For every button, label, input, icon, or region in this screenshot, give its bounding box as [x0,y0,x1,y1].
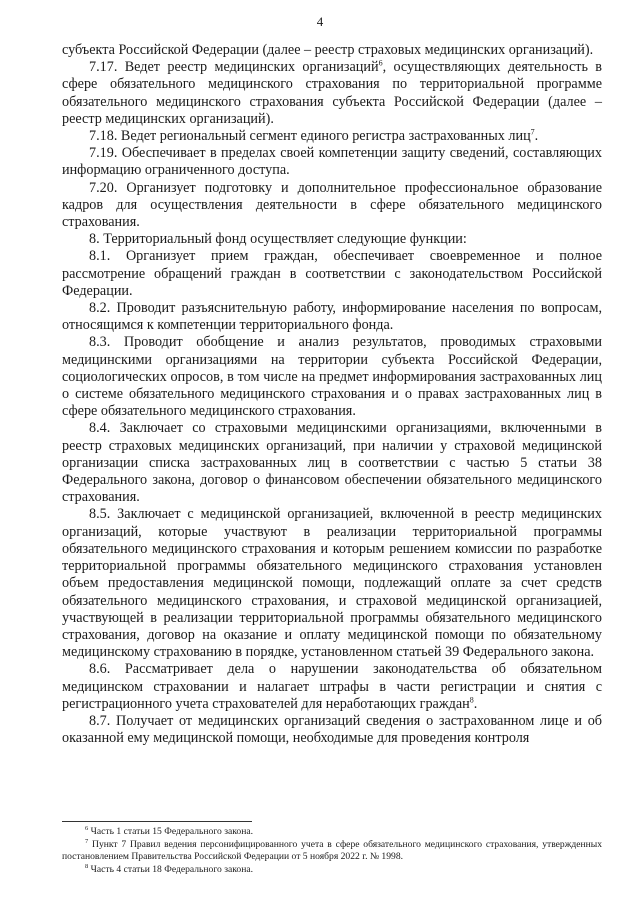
footnote [62,826,602,839]
paragraph-7-20 [62,180,602,232]
paragraph-text: . [534,128,539,145]
paragraph-text: 7.19. Обеспечивает в пределах своей компетенции защиту сведений, составляющих информацию ограниченного доступа. [62,145,602,179]
paragraph-8-3 [62,334,602,420]
paragraph-text: , осуществляющих деятельность в сфере обязательного медицинского страхования по территориальной программе обязательного медицинского страхования субъекта Российской Федерации (далее – реестр медицинских организаций). [62,59,602,127]
paragraph-text: 8.1. Организует прием граждан, обеспечивает своевременное и полное рассмотрение обращений граждан в соответствии с законодательством Российской Федерации. [62,248,602,299]
paragraph-text: 8.6. Рассматривает дела о нарушении законодательства об обязательном медицинском страховании и налагает штрафы в части регистрации и снятия с регистрационного учета страхователей для неработающих граждан [62,661,602,712]
paragraph-7-17 [62,59,602,128]
paragraph [62,42,602,59]
paragraph-text: 8. Территориальный фонд осуществляет следующие функции: [89,231,467,248]
paragraph-8-7 [62,713,602,747]
paragraph-8-1 [62,248,602,300]
paragraph-text: 7.18. Ведет региональный сегмент единого регистра застрахованных лиц [89,128,531,145]
paragraph-text: . [473,695,478,712]
footnote-text: Часть 1 статьи 15 Федерального закона. [90,826,254,837]
paragraph-text: 8.5. Заключает с медицинской организацией, включенной в реестр медицинских организаций, которые участвуют в реализации территориальной программы обязательного медицинского страхования и которым решением комиссии по разработке территориальной программы обязательного медицинского страхования установлен объем предоставления медицинской помощи, подлежащий оплате за счет средств обязательного медицинского страхования, и страховой медицинской организацией, участвующей в реализации территориальной программы обязательного медицинского страхования, договор на оказание и оплату медицинской помощи по обязательному медицинскому страхованию в порядке, установленном статьей 39 Федерального закона. [62,506,602,661]
page-number: 4 [316,14,324,29]
paragraph-8-2 [62,300,602,334]
footnote [62,839,602,864]
paragraph-text: 7.20. Организует подготовку и дополнительное профессиональное образование кадров для осуществления деятельности в сфере обязательного медицинского страхования. [62,179,602,231]
footnote-ref: 8 [469,694,474,704]
paragraph-text: 8.7. Получает от медицинских организаций сведения о застрахованном лице и об оказанной ему медицинской помощи, необходимые для проведения контроля [62,712,602,747]
footnote-number: 6 [85,824,89,832]
footnote-text: Часть 4 статьи 18 Федерального закона. [90,863,254,875]
footnote-number: 8 [85,862,89,870]
footnote-number: 7 [85,837,89,845]
footnote-separator [62,821,252,822]
paragraph-text: 8.4. Заключает со страховыми медицинскими организациями, включенными в реестр страховых медицинских организаций, при наличии у страховой медицинской организации списка застрахованных лиц в соответствии с частью 5 статьи 38 Федерального закона, договор о финансовом обеспечении обязательного медицинского страхования. [62,420,602,506]
paragraph-8-4 [62,420,602,506]
footnote-ref: 7 [530,127,535,137]
paragraph-8 [62,231,602,248]
footnote-text: Пункт 7 Правил ведения персонифицированного учета в сфере обязательного медицинского страхования, утвержденных постановлением Правительства Российской Федерации от 5 ноября 2022 г. № 1998. [62,838,603,863]
footnote [62,864,602,877]
paragraph-8-5 [62,506,602,661]
footnotes [62,826,602,876]
footnote-ref: 6 [378,58,383,68]
paragraph-text: 7.17. Ведет реестр медицинских организаций [89,59,379,76]
paragraph-text: 8.2. Проводит разъяснительную работу, информирование населения по вопросам, относящимся к компетенции территориального фонда. [62,300,602,334]
paragraph-text: субъекта Российской Федерации (далее – реестр страховых медицинских организаций). [62,42,594,58]
body-text [62,42,602,747]
paragraph-8-6 [62,661,602,713]
paragraph-text: 8.3. Проводит обобщение и анализ результатов, проводимых страховыми медицинскими организациями на территории субъекта Российской Федерации, социологических опросов, в том числе на предмет информирования застрахованных лиц о системе обязательного медицинского страхования и о правах застрахованных лиц в сфере обязательного медицинского страхования. [62,334,602,420]
paragraph-7-19 [62,145,602,179]
paragraph-7-18 [62,128,602,145]
